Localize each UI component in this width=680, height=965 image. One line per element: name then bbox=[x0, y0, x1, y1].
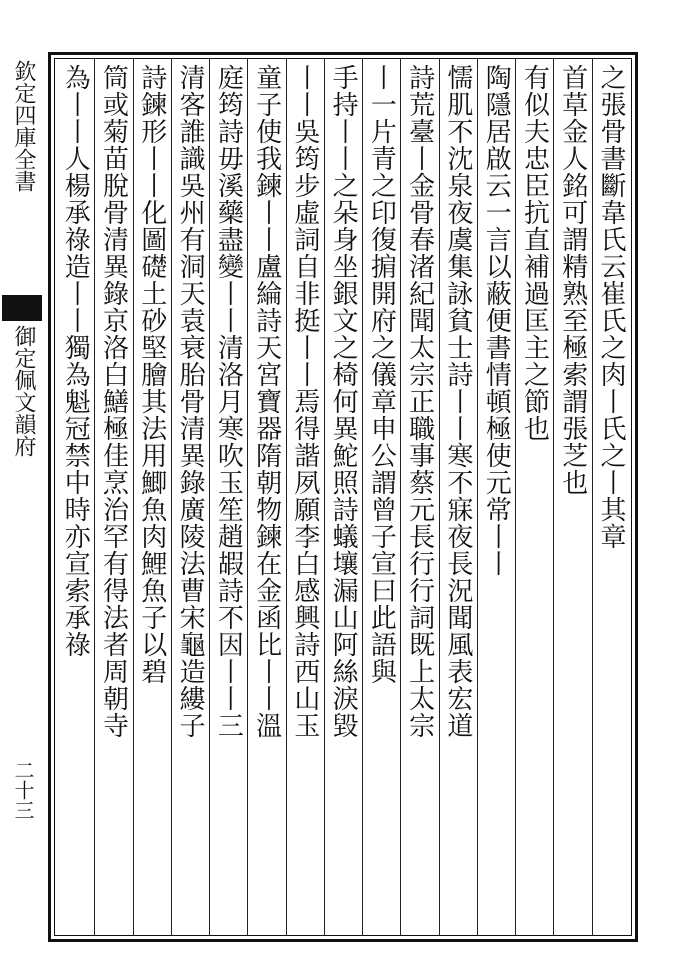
text-column-13: 詩鍊形丨丨化圖礎土砂堅膾其法用鯽魚肉鯉魚子以碧 bbox=[136, 64, 167, 685]
column-rule bbox=[133, 58, 134, 936]
column-rule bbox=[171, 58, 172, 936]
text-column-14: 筒或菊苗脫骨清異錄京洛白鱔極佳烹治罕有得法者周朝寺 bbox=[98, 64, 129, 739]
column-rule bbox=[286, 58, 287, 936]
text-column-12: 清客誰識吳州有洞天袁衰胎骨清異錄廣陵法曹宋龜造縷子 bbox=[175, 64, 206, 739]
column-rule bbox=[247, 58, 248, 936]
text-column-8: 手持丨丨之朵身坐銀文之椅何異鮀照詩蟻壤漏山阿絲淚毀 bbox=[328, 64, 359, 739]
column-rule bbox=[400, 58, 401, 936]
text-column-4: 陶隱居啟云一言以蔽便書情頓極使元常丨丨 bbox=[481, 64, 512, 577]
column-rule bbox=[94, 58, 95, 936]
text-column-15: 為丨丨人楊承祿造丨丨獨為魁冠禁中時亦宣索承祿 bbox=[60, 64, 91, 658]
margin-book-title: 欽定四庫全書 bbox=[11, 60, 36, 192]
text-column-3: 有似夫忠臣抗直補過匡主之節也 bbox=[519, 64, 550, 442]
text-column-2: 首草金人銘可謂精熟至極索謂張芝也 bbox=[557, 64, 588, 496]
page-number: 二十三 bbox=[11, 760, 35, 820]
margin-volume-title: 御定佩文韻府 bbox=[11, 325, 36, 457]
text-column-11: 庭筠詩毋溪藥盡變丨丨清洛月寒吹玉笙趙嘏詩不因丨丨三 bbox=[213, 64, 244, 739]
column-rule bbox=[209, 58, 210, 936]
text-column-7: 丨一片青之印復掮開府之儀章申公謂曾子宣曰此語與 bbox=[366, 64, 397, 685]
text-column-10: 童子使我鍊丨丨盧綸詩天宮寶器隋朝物鍊在金函比丨丨溫 bbox=[251, 64, 282, 739]
column-rule bbox=[515, 58, 516, 936]
column-rule bbox=[553, 58, 554, 936]
text-column-6: 詩荒臺丨金骨春渚紀聞太宗正職事蔡元長行行詞既上太宗 bbox=[404, 64, 435, 739]
text-column-1: 之張骨書斷韋氏云崔氏之肉丨氏之丨其章 bbox=[595, 64, 626, 550]
column-rule bbox=[592, 58, 593, 936]
column-rule bbox=[324, 58, 325, 936]
fish-tail-mark bbox=[2, 295, 42, 321]
text-column-5: 懦肌不沈泉夜虞集詠貧士詩丨丨寒不寐夜長況聞風表宏道 bbox=[442, 64, 473, 739]
column-rule bbox=[477, 58, 478, 936]
column-rule bbox=[362, 58, 363, 936]
column-rule bbox=[439, 58, 440, 936]
text-column-9: 丨丨吳筠步虛詞自非挺丨丨焉得諧夙願李白感興詩西山玉 bbox=[289, 64, 320, 739]
